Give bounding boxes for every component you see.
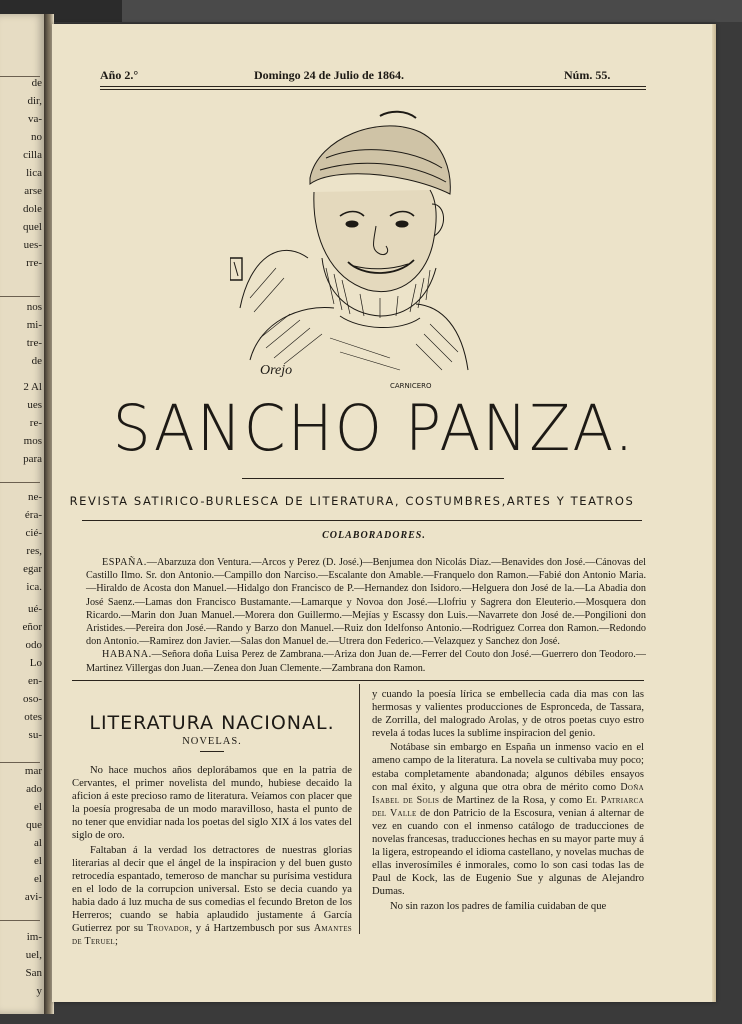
- facing-page-word: el: [34, 801, 42, 813]
- facing-page-word: ica.: [26, 581, 42, 593]
- paragraph: [372, 741, 644, 898]
- facing-page-word: el: [34, 855, 42, 867]
- artist-signature: Orejo: [260, 363, 293, 378]
- facing-page-word: re-: [29, 417, 42, 429]
- facing-page-word: que: [26, 819, 42, 831]
- facing-page-rule: [0, 482, 40, 483]
- facing-page-word: en-: [27, 675, 42, 687]
- facing-page-word: y: [36, 985, 42, 997]
- newspaper-subtitle: REVISTA SATIRICO-BURLESCA DE LITERATURA, COSTUMBRES,ARTES Y TEATROS: [69, 494, 635, 508]
- facing-page-rule: [0, 296, 40, 297]
- issue-year: Año 2.°: [100, 68, 139, 82]
- facing-page-word: mar: [24, 765, 42, 777]
- habana-label: HABANA.: [102, 649, 152, 661]
- facing-page-word: res,: [26, 545, 42, 557]
- facing-page-word: im-: [26, 931, 42, 943]
- facing-page-word: no: [31, 131, 42, 143]
- sancho-panza-portrait-engraving: [230, 108, 488, 390]
- collaborators-habana: [86, 648, 646, 674]
- text-run: Notábase sin embargo en España un inmenso vacio en el ameno campo de la literatura. La novela se cultivaba muy poco; estaba completamente abandonada; algunos débiles ensayos con mal éxito, y alguna que otra obra de mérito como: [372, 742, 644, 793]
- facing-page-word: mos: [23, 435, 42, 447]
- collaborators-espana: [86, 556, 646, 648]
- text-run: Faltaban á la verdad los detractores de nuestras glorias literarias al decir que el ángel de la inspiracion y del buen gusto retrocedía espantado, temeroso de manchar su purísima vestidura en el lodo de la corrupcion universal. Esto se decia cuando ya habia dado á luz mucha de sus comedias el fecundo Breton de los Herreros; cuando se habia aplaudido justamente á García Gutierrez por su: [72, 844, 352, 935]
- habana-names: —Señora doña Luisa Perez de Zambrana.—Ariza don Juan de.—Ferrer del Couto don José.—Guerrero don Teodoro.—Martinez Villergas don Juan.—Zenea don Juan Clemente.—Zambrana don Ramon.: [86, 649, 646, 674]
- facing-page-word: mi-: [26, 319, 42, 331]
- facing-page-word: ne-: [27, 491, 42, 503]
- engraver-credit: CARNICERO: [390, 382, 432, 390]
- facing-page-word: arse: [24, 185, 42, 197]
- facing-page-word: dir,: [27, 95, 42, 107]
- facing-page-word: cié-: [25, 527, 42, 539]
- facing-page-word: al: [34, 837, 42, 849]
- issue-number: Núm. 55.: [564, 68, 611, 82]
- facing-page-word: lica: [26, 167, 42, 179]
- facing-page-rule: [0, 762, 40, 763]
- left-column-text: [72, 764, 352, 948]
- facing-page-word: Lo: [29, 657, 42, 669]
- collaborators-list: [86, 556, 646, 675]
- facing-page-word: de: [31, 77, 42, 89]
- text-run: de Martinez de la Rosa, y como: [439, 794, 587, 806]
- facing-page-word: tre-: [26, 337, 42, 349]
- masthead-rule: [100, 86, 646, 87]
- paragraph: y cuando la poesía lírica se embellecia cada dia mas con las hermosas y valientes producciones de Espronceda, de Tassara, de Zorrilla, del malogrado Arolas, y de otros poetas cuyo estro revela á todas luces la sublime inspiracion del genio.: [372, 689, 644, 740]
- facing-page-word: rre-: [26, 257, 42, 269]
- facing-page-word: ué-: [27, 603, 42, 615]
- scanner-background: [0, 0, 742, 22]
- subtitle-rule: [82, 520, 642, 521]
- article-left-column: [72, 690, 352, 949]
- facing-page-word: va-: [27, 113, 42, 125]
- facing-page-word: dole: [23, 203, 42, 215]
- paragraph: [72, 844, 352, 949]
- facing-page-word: eñor: [22, 621, 42, 633]
- paragraph: No sin razon los padres de familia cuidaban de que: [390, 900, 607, 912]
- facing-page-word: San: [25, 967, 42, 979]
- issue-date: Domingo 24 de Julio de 1864.: [254, 68, 405, 82]
- facing-page-word: nos: [26, 301, 42, 313]
- work-title: El Patriarca del Valle: [372, 794, 644, 819]
- collaborators-heading: COLABORADORES.: [322, 530, 426, 541]
- masthead-rule-2: [100, 89, 646, 90]
- text-run: de don Patricio de la Escosura, venian á alternar de vez en cuando con el inmenso catálogo de traducciones de novelas francesas, traducciones hechas en su mayor parte muy á la ligera, estropeando el idioma castellano, y novelas muchas de ellas inverosímiles é inmorales, como lo son casi todas las de Paul de Kock, las de Eugenio Sue y algunas de Alejandro Dumas.: [372, 807, 644, 898]
- facing-page-rule: [0, 76, 40, 77]
- work-title: Amantes de Teruel: [72, 923, 352, 948]
- page-edge: [712, 24, 716, 1002]
- collaborators-rule: [72, 680, 644, 681]
- text-run: ;: [115, 936, 118, 948]
- facing-page-word: éra-: [24, 509, 42, 521]
- facing-page-word: odo: [25, 639, 42, 651]
- text-run: , y á Hartzembusch por sus: [189, 923, 314, 935]
- facing-page-word: oso-: [23, 693, 42, 705]
- facing-page-word: egar: [23, 563, 42, 575]
- newspaper-page: [52, 24, 716, 1002]
- facing-page-word: ues-: [23, 239, 42, 251]
- newspaper-title: SANCHO PANZA.: [112, 392, 636, 466]
- title-underline: [242, 478, 504, 479]
- facing-page-word: ues: [27, 399, 42, 411]
- article-right-column: [372, 688, 644, 914]
- facing-page-word: su-: [28, 729, 42, 741]
- facing-page-word: cilla: [23, 149, 42, 161]
- column-divider: [359, 684, 360, 934]
- espana-names: —Abarzuza don Ventura.—Arcos y Perez (D. José.)—Benjumea don Nicolás Diaz.—Benavides don José.—Cánovas del Castillo Ilmo. Sr. don Antonio.—Campillo don Narciso.—Escalante don Amable.—Franquelo don Ramon.—Fabié don Antonio Maria.—Hiraldo de Acosta don Manuel.—Hidalgo don Francisco de P.—Hernandez don Isidoro.—Helguera don José de la.—La Abadia don José Saenz.—Lamas don Francisco Bustamante.—Lamarque y Novoa don José.—Llofriu y Sagrera don Eleuterio.—Mosquera don Ricardo.—Marin don Juan Manuel.—Morera don Guillermo.—Mejías y Escassy don Luis.—Navarrete don José de.—Pongilioni don Aristides.—Pereira don José.—Rando y Barzo don Manuel.—Ruiz don Idelfonso Antonio.—Rodriguez Correa don Ramon.—Redondo don Antonio.—Ramirez don Javier.—Salas don Manuel de.—Utrera don Federico.—Velazquez y Sanchez don José.: [86, 557, 646, 648]
- facing-page-word: ado: [26, 783, 42, 795]
- facing-page-word: el: [34, 873, 42, 885]
- facing-page-rule: [0, 920, 40, 921]
- facing-page-word: de: [31, 355, 42, 367]
- facing-page-word: otes: [24, 711, 42, 723]
- section-subtitle: NOVELAS.: [182, 736, 242, 747]
- facing-page-word: uel,: [25, 949, 42, 961]
- section-dash: [200, 751, 224, 752]
- right-column-text: [372, 688, 644, 913]
- section-title: LITERATURA NACIONAL.: [89, 712, 335, 734]
- paragraph: No hace muchos años deplorábamos que en la patria de Cervantes, el primer novelista del mundo, hubiese decaido la aficion á este precioso ramo de literatura. Veíamos con placer que la poesía progresaba de un modo maravilloso, hasta el punto de no tener que envidiar nada los poetas del siglo XIX á los vates del siglo de oro.: [72, 765, 352, 842]
- facing-page-word: avi-: [24, 891, 42, 903]
- facing-page-fragment: [0, 14, 46, 1014]
- facing-page-word: quel: [23, 221, 42, 233]
- work-title: Trovador: [147, 923, 190, 935]
- facing-page-word: 2 Al: [23, 381, 42, 393]
- facing-page-word: para: [23, 453, 42, 465]
- work-title: Doña Isabel de Solis: [372, 781, 644, 806]
- espana-label: ESPAÑA.: [102, 557, 147, 568]
